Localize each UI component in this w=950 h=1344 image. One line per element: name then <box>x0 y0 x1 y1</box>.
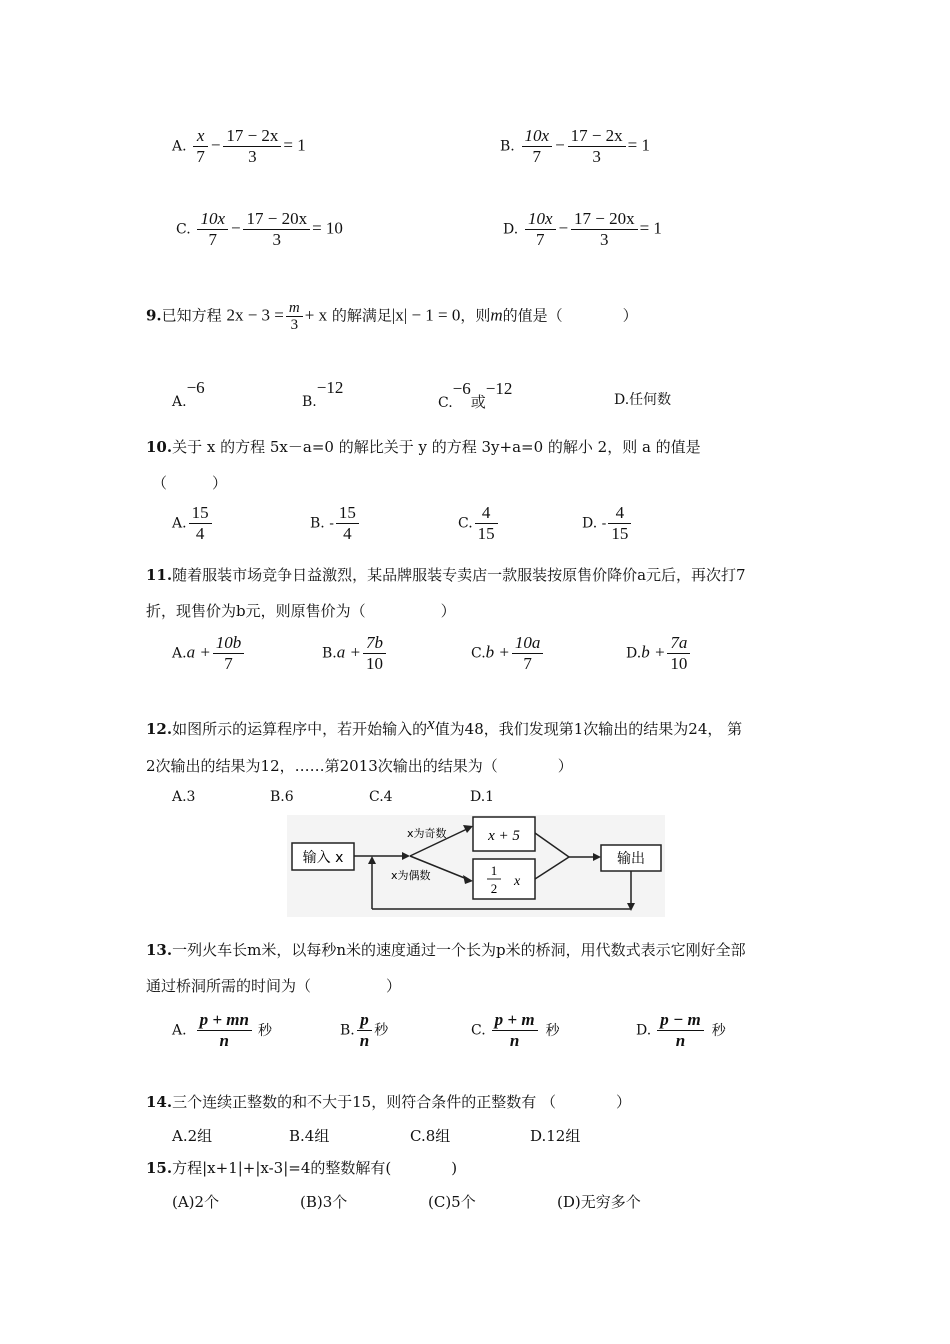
option-label: D. - <box>582 515 607 532</box>
question-12-line2 <box>146 755 573 776</box>
fraction <box>525 209 556 250</box>
fraction <box>243 209 310 250</box>
q9-option-a <box>172 378 205 410</box>
fraction <box>197 209 228 250</box>
question-11-line2 <box>146 600 456 621</box>
denominator: 15 <box>611 524 629 543</box>
fraction <box>657 1010 704 1051</box>
numerator: 10x <box>197 209 228 230</box>
unit: 秒 <box>257 1022 272 1039</box>
question-text: 如图所示的运算程序中，若开始输入的 <box>172 720 428 738</box>
q10-option-b <box>310 503 361 544</box>
variable: m <box>490 305 503 325</box>
option-label: D. <box>626 645 642 662</box>
numerator: 15 <box>189 503 212 524</box>
numerator: x <box>193 126 208 147</box>
denominator: 7 <box>523 654 532 673</box>
denominator: n <box>675 1031 686 1050</box>
option-label: A.2组 <box>172 1127 213 1145</box>
input-label: 输入 x <box>302 850 344 866</box>
denominator: 3 <box>600 230 609 249</box>
option-label: C. <box>438 395 453 411</box>
numerator: p <box>357 1010 372 1031</box>
minus-sign: − <box>554 135 566 155</box>
numerator: m <box>286 300 303 317</box>
denominator: 3 <box>272 230 282 249</box>
fraction <box>286 300 303 333</box>
option-label: D.1 <box>470 789 495 805</box>
variable: x <box>427 714 435 733</box>
q11-option-a <box>172 633 246 674</box>
option-label: A.3 <box>172 789 196 805</box>
option-label: C. <box>471 645 486 662</box>
question-text: 通过桥洞所需的时间为（ ） <box>146 977 402 995</box>
question-number: 13. <box>146 941 173 959</box>
question-number: 15. <box>146 1159 173 1177</box>
fraction <box>667 633 690 674</box>
q13-option-b <box>340 1010 388 1051</box>
half-variable: x <box>514 874 521 889</box>
fraction <box>193 126 208 167</box>
question-text: 2次输出的结果为12，……第2013次输出的结果为（ ） <box>146 757 573 775</box>
denominator: n <box>219 1031 229 1050</box>
question-14 <box>146 1091 631 1112</box>
question-9 <box>146 300 638 333</box>
question-text: 的值是（ ） <box>502 306 638 325</box>
fraction <box>492 1010 538 1051</box>
option-label: B. <box>322 645 337 662</box>
numerator: 4 <box>608 503 631 524</box>
expression: a + <box>186 642 211 662</box>
fraction <box>197 1010 252 1051</box>
question-number: 11. <box>146 566 173 584</box>
fraction <box>363 633 386 674</box>
option-label: A. <box>172 1022 187 1039</box>
numerator: 17 − 2x <box>223 126 281 147</box>
fraction <box>213 633 245 674</box>
denominator: 7 <box>208 230 217 249</box>
option-label: B. - <box>310 515 334 532</box>
q12-option-d <box>470 789 494 805</box>
rhs: = 1 <box>639 218 662 238</box>
question-text: 值为48，我们发现第1次输出的结果为24， 第 <box>434 720 743 738</box>
q9-option-b <box>302 378 344 410</box>
q8-option-d <box>503 209 662 250</box>
rhs: = 10 <box>312 218 343 238</box>
q15-option-b <box>300 1191 347 1212</box>
rhs: = 1 <box>627 135 650 155</box>
fraction <box>357 1010 372 1051</box>
question-number: 9. <box>146 306 162 325</box>
question-number: 14. <box>146 1093 173 1111</box>
q14-option-c <box>410 1125 450 1146</box>
q10-option-d <box>582 503 633 544</box>
q12-option-a <box>172 789 195 805</box>
q11-option-c <box>471 633 545 674</box>
answer-blank: （ ） <box>152 474 228 492</box>
numerator: p + m <box>492 1010 538 1031</box>
option-value: −12 <box>316 378 344 397</box>
q11-option-b <box>322 633 388 674</box>
option-label: C.4 <box>369 789 393 805</box>
q10-option-a <box>172 503 214 544</box>
option-label: B. <box>340 1022 355 1039</box>
denominator: 3 <box>248 147 257 166</box>
q9-option-c <box>438 378 513 411</box>
expression: b + <box>485 642 510 662</box>
numerator: 10x <box>522 126 553 147</box>
equation-part: |x| − 1 = 0 <box>391 305 461 325</box>
numerator: 15 <box>336 503 359 524</box>
numerator: 10x <box>525 209 556 230</box>
fraction <box>475 503 498 544</box>
equation-part: + x <box>304 305 328 325</box>
fraction <box>189 503 212 544</box>
question-text: 随着服装市场竞争日益激烈，某品牌服装专卖店一款服装按原售价降价a元后，再次打7 <box>172 566 746 584</box>
q12-option-b <box>270 789 294 805</box>
question-text: 已知方程 <box>161 306 222 325</box>
option-label: A. <box>172 515 187 532</box>
question-text: 一列火车长m米，以每秒n米的速度通过一个长为p米的桥洞，用代数式表示它刚好全部 <box>172 941 746 959</box>
half-numerator: 1 <box>490 863 498 878</box>
q15-option-d <box>557 1191 641 1212</box>
question-number: 12. <box>146 720 173 738</box>
q14-option-d <box>530 1125 580 1146</box>
numerator: 10b <box>213 633 245 654</box>
question-12 <box>146 714 743 739</box>
q9-option-d <box>614 389 671 409</box>
question-13 <box>146 939 746 960</box>
option-value: −6 <box>186 378 205 397</box>
flowchart-diagram <box>287 815 665 917</box>
fraction <box>571 209 638 250</box>
question-10 <box>146 436 701 457</box>
option-label: (C)5个 <box>428 1193 476 1211</box>
numerator: 17 − 20x <box>571 209 638 230</box>
q14-option-a <box>172 1125 212 1146</box>
q8-option-a <box>172 126 306 167</box>
fraction <box>336 503 359 544</box>
q14-option-b <box>289 1125 329 1146</box>
option-label: B.6 <box>270 789 294 805</box>
fraction <box>223 126 281 167</box>
option-label: A. <box>172 645 187 662</box>
q12-option-c <box>369 789 393 805</box>
denominator: 10 <box>670 654 688 673</box>
denominator: 4 <box>343 524 352 543</box>
denominator: 15 <box>477 524 495 543</box>
question-text: 方程|x+1|+|x-3|=4的整数解有( ) <box>172 1159 458 1177</box>
question-text: ，则 <box>460 306 491 325</box>
numerator: 4 <box>475 503 498 524</box>
fraction <box>512 633 544 674</box>
numerator: 17 − 20x <box>243 209 310 230</box>
even-label: x为偶数 <box>391 869 431 882</box>
fraction <box>522 126 553 167</box>
question-13-line2 <box>146 975 401 996</box>
option-label: D.任何数 <box>614 392 672 408</box>
denominator: 4 <box>195 524 205 543</box>
q13-option-a <box>172 1010 272 1051</box>
question-text: 三个连续正整数的和不大于15，则符合条件的正整数有 （ ） <box>172 1093 631 1111</box>
numerator: 17 − 2x <box>568 126 626 147</box>
option-label: A. <box>172 394 187 410</box>
q15-option-c <box>428 1191 476 1212</box>
numerator: p + mn <box>197 1010 252 1031</box>
denominator: 7 <box>532 147 542 166</box>
equation-part: 2x − 3 = <box>226 305 284 325</box>
option-value: −6 <box>452 379 471 398</box>
unit: 秒 <box>711 1022 726 1039</box>
fraction <box>568 126 626 167</box>
option-value: −12 <box>485 379 513 398</box>
q13-option-c <box>471 1010 560 1051</box>
option-label: D. <box>636 1022 652 1039</box>
option-label: A. <box>172 138 187 155</box>
option-label: B.4组 <box>289 1127 330 1145</box>
q8-option-b <box>500 126 650 167</box>
unit: 秒 <box>374 1022 389 1039</box>
denominator: 10 <box>365 654 383 673</box>
question-11 <box>146 564 746 585</box>
option-label: (B)3个 <box>300 1193 348 1211</box>
q10-option-c <box>458 503 500 544</box>
option-text: 或 <box>470 393 486 411</box>
q15-option-a <box>172 1191 219 1212</box>
question-text: 关于 x 的方程 5x－a=0 的解比关于 y 的方程 3y+a=0 的解小 2，则 a 的值是 <box>172 438 701 456</box>
question-number: 10. <box>146 438 173 456</box>
numerator: 7a <box>667 633 690 654</box>
option-label: C. <box>458 515 473 532</box>
minus-sign: − <box>230 218 242 238</box>
option-label: C. <box>176 221 191 238</box>
option-label: D.12组 <box>530 1127 581 1145</box>
denominator: 7 <box>196 147 205 166</box>
odd-operation-label: x + 5 <box>488 828 520 844</box>
numerator: p − m <box>657 1010 704 1031</box>
option-label: D. <box>503 221 519 238</box>
output-label: 输出 <box>617 851 645 867</box>
minus-sign: − <box>557 218 569 238</box>
odd-label: x为奇数 <box>407 827 447 840</box>
even-operation-box <box>473 859 535 899</box>
question-text: 的解满足 <box>331 306 392 325</box>
option-label: C. <box>471 1022 486 1039</box>
denominator: 3 <box>290 317 299 333</box>
option-label: (D)无穷多个 <box>557 1193 641 1211</box>
option-label: B. <box>302 394 317 410</box>
numerator: 10a <box>512 633 544 654</box>
question-15 <box>146 1157 457 1178</box>
denominator: 7 <box>224 654 233 673</box>
denominator: 3 <box>592 147 601 166</box>
rhs: = 1 <box>283 135 306 155</box>
numerator: 7b <box>363 633 386 654</box>
minus-sign: − <box>209 135 222 155</box>
q11-option-d <box>626 633 692 674</box>
denominator: n <box>509 1031 520 1050</box>
expression: b + <box>641 642 666 662</box>
option-label: C.8组 <box>410 1127 451 1145</box>
fraction <box>608 503 631 544</box>
question-text: 折，现售价为b元，则原售价为（ ） <box>146 602 456 620</box>
half-denominator: 2 <box>490 881 498 896</box>
denominator: n <box>359 1031 370 1050</box>
expression: a + <box>336 642 361 662</box>
option-label: (A)2个 <box>172 1193 220 1211</box>
option-label: B. <box>500 138 515 155</box>
q13-option-d <box>636 1010 726 1051</box>
denominator: 7 <box>535 230 545 249</box>
q8-option-c <box>176 209 343 250</box>
question-10-line2 <box>152 472 227 493</box>
unit: 秒 <box>545 1022 560 1039</box>
